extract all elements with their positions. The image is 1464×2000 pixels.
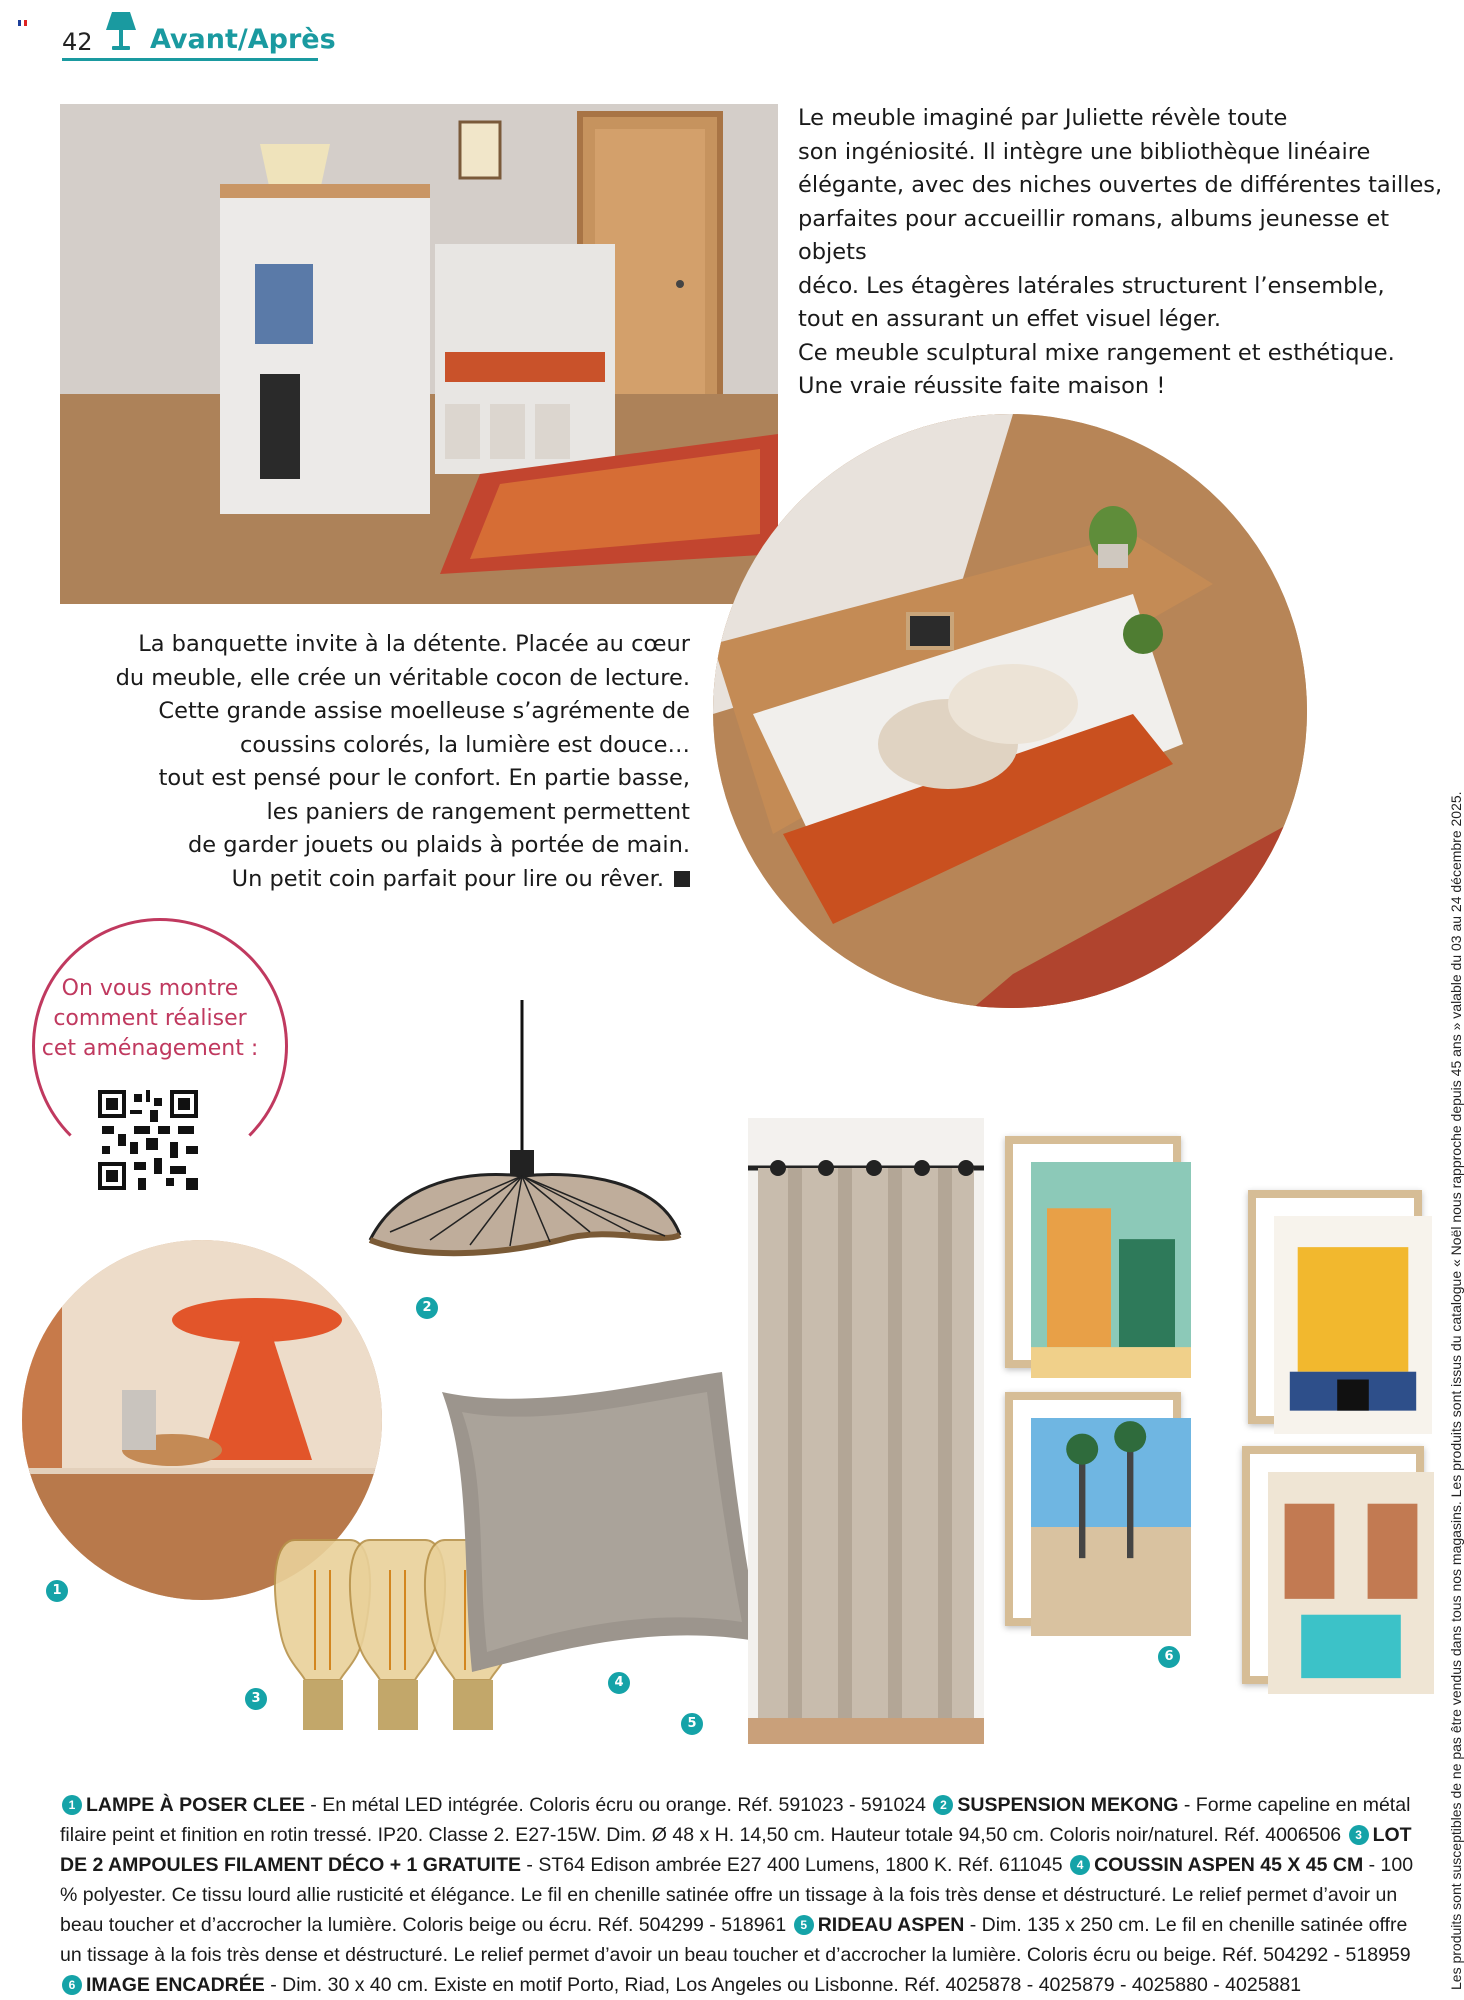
item-number-badge: 4 xyxy=(1070,1855,1090,1875)
product-name: SUSPENSION MEKONG xyxy=(957,1794,1179,1816)
text-line: parfaites pour accueillir romans, albums jeunesse et objets xyxy=(798,205,1390,265)
text-line: Le meuble imaginé par Juliette révèle toute xyxy=(798,105,1288,131)
title-underline xyxy=(62,58,318,61)
framed-print-riad xyxy=(1242,1446,1424,1684)
product-name: LAMPE À POSER CLEE xyxy=(86,1794,305,1816)
section-title: Avant/Après xyxy=(150,24,336,55)
cushion-image xyxy=(432,1372,762,1672)
room-bookshelf-photo xyxy=(60,104,778,604)
product-name: RIDEAU ASPEN xyxy=(817,1914,965,1936)
product-name: COUSSIN ASPEN 45 X 45 CM xyxy=(1094,1854,1364,1876)
item-number-badge: 1 xyxy=(62,1795,82,1815)
framed-print-lisbonne xyxy=(1248,1190,1422,1424)
text-line: du meuble, elle crée un véritable cocon de lecture. xyxy=(115,664,690,691)
text-line: Ce meuble sculptural mixe rangement et esthétique. xyxy=(798,339,1395,366)
bench-paragraph xyxy=(90,628,690,896)
pendant-light-image xyxy=(360,1000,690,1290)
curtain-image xyxy=(748,1118,984,1744)
product-name: IMAGE ENCADRÉE xyxy=(86,1974,265,1996)
product-badge-2: 2 xyxy=(414,1295,440,1321)
product-description: - Dim. 135 x 250 cm. Le fil en chenille satinée offre un tissage à la fois très dense et déstructuré. Le relief permet d’avoir un beau toucher et d’accrocher la lumière. Coloris écru ou beige. Réf. 504292 - 518959 xyxy=(60,1914,1411,1966)
callout-line: comment réaliser xyxy=(53,1006,247,1031)
page-number: 42 xyxy=(62,28,93,56)
end-mark-icon xyxy=(674,871,690,887)
item-number-badge: 5 xyxy=(794,1915,814,1935)
legal-notice: Les produits sont susceptibles de ne pas être vendus dans tous nos magasins. Les produits sont issus du catalogue « Noël nous rapproche depuis 45 ans » valable du 03 au 24 décembre 2025. xyxy=(1448,791,1464,1990)
intro-paragraph xyxy=(798,102,1458,404)
qr-code-icon[interactable] xyxy=(98,1090,198,1190)
text-line: La banquette invite à la détente. Placée au cœur xyxy=(138,631,690,657)
framed-print-los-angeles xyxy=(1005,1392,1181,1626)
text-line: Cette grande assise moelleuse s’agrémente de xyxy=(158,698,690,724)
bench-closeup-photo xyxy=(713,414,1307,1008)
product-badge-6: 6 xyxy=(1156,1644,1182,1670)
product-badge-3: 3 xyxy=(243,1686,269,1712)
text-line: son ingéniosité. Il intègre une bibliothèque linéaire xyxy=(798,138,1371,165)
text-line: coussins colorés, la lumière est douce… xyxy=(239,731,690,758)
callout-line: cet aménagement : xyxy=(41,1036,259,1061)
callout-text xyxy=(28,974,272,1064)
text-line: déco. Les étagères latérales structurent l’ensemble, xyxy=(798,272,1385,299)
framed-print-porto xyxy=(1005,1136,1181,1368)
product-descriptions xyxy=(60,1790,1420,2000)
product-badge-1: 1 xyxy=(44,1578,70,1604)
product-description: - Dim. 30 x 40 cm. Existe en motif Porto, Riad, Los Angeles ou Lisbonne. Réf. 4025878 - 4025879 - 4025880 - 4025881 xyxy=(264,1974,1302,1996)
product-name: LOT DE 2 AMPOULES FILAMENT DÉCO + 1 GRATUITE xyxy=(60,1824,1412,1876)
text-line: de garder jouets ou plaids à portée de main. xyxy=(188,832,690,858)
text-line xyxy=(90,863,690,897)
text-line: tout est pensé pour le confort. En partie basse, xyxy=(158,765,690,791)
item-number-badge: 2 xyxy=(933,1795,953,1815)
flag-icon xyxy=(18,20,27,26)
item-number-badge: 3 xyxy=(1349,1825,1369,1845)
text-line: les paniers de rangement permettent xyxy=(266,798,690,825)
product-description: - ST64 Edison ambrée E27 400 Lumens, 1800 K. Réf. 611045 xyxy=(521,1854,1069,1876)
table-lamp-icon xyxy=(104,10,138,52)
product-badge-4: 4 xyxy=(606,1670,632,1696)
product-description: - Forme capeline en métal filaire peint et finition en rotin tressé. IP20. Classe 2. E27-15W. Dim. Ø 48 x H. 14,50 cm. Hauteur totale 94,50 cm. Coloris noir/naturel. Réf. 4006506 xyxy=(60,1794,1411,1846)
text-line-last: Un petit coin parfait pour lire ou rêver. xyxy=(231,865,664,892)
callout-line: On vous montre xyxy=(61,976,239,1001)
product-badge-5: 5 xyxy=(679,1711,705,1737)
text-line: tout en assurant un effet visuel léger. xyxy=(798,306,1222,332)
text-line: Une vraie réussite faite maison ! xyxy=(798,373,1166,399)
product-description: - 100 % polyester. Ce tissu lourd allie rusticité et élégance. Le fil en chenille satinée offre un tissage à la fois très dense et déstructuré. Le relief permet d’avoir un beau toucher et d’accrocher la lumière. Coloris beige ou écru. Réf. 504299 - 518961 xyxy=(60,1854,1414,1936)
text-line: élégante, avec des niches ouvertes de différentes tailles, xyxy=(798,172,1443,198)
product-description: - En métal LED intégrée. Coloris écru ou orange. Réf. 591023 - 591024 xyxy=(304,1794,932,1816)
item-number-badge: 6 xyxy=(62,1975,82,1995)
